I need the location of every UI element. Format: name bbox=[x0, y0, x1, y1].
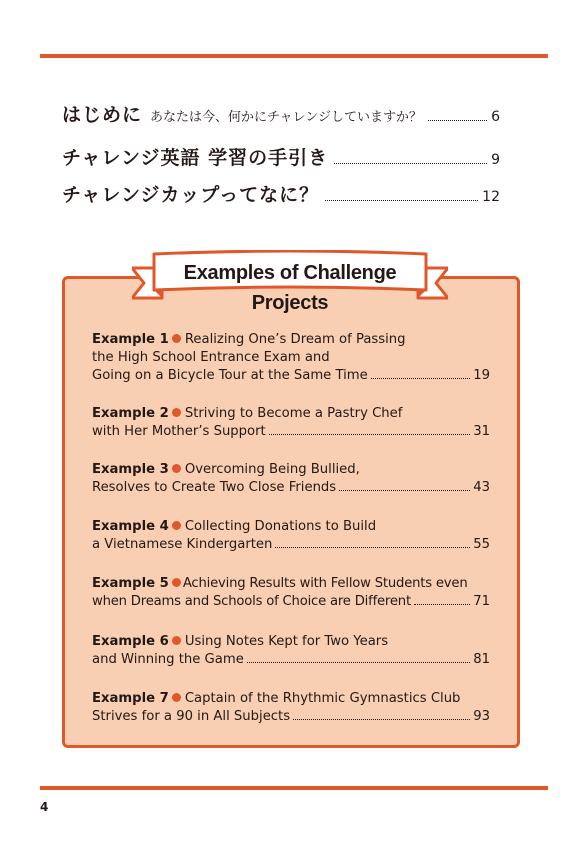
example-label: Example 6 bbox=[92, 634, 169, 649]
leader-dots bbox=[325, 200, 478, 201]
example-page: 43 bbox=[473, 480, 490, 495]
top-rule bbox=[40, 54, 548, 58]
example-entry-4[interactable] bbox=[92, 518, 490, 554]
page-number: 4 bbox=[40, 800, 49, 814]
bullet-dot-icon bbox=[172, 636, 181, 645]
section-title: Examples of Challenge Projects bbox=[183, 262, 397, 314]
bullet-dot-icon bbox=[172, 521, 181, 530]
example-label: Example 3 bbox=[92, 462, 169, 477]
example-text: Strives for a 90 in All Subjects bbox=[92, 709, 291, 724]
example-text: Captain of the Rhythmic Gymnastics Club bbox=[184, 691, 461, 706]
leader-dots bbox=[428, 120, 487, 121]
example-label: Example 2 bbox=[92, 406, 169, 421]
toc-page: 12 bbox=[482, 189, 500, 205]
toc-entry-guide[interactable] bbox=[62, 143, 500, 170]
leader-dots bbox=[269, 434, 471, 435]
toc-title: チャレンジ英語 学習の手引き bbox=[62, 147, 329, 169]
toc-title: はじめに bbox=[62, 104, 143, 126]
leader-dots bbox=[275, 547, 470, 548]
example-text: with Her Mother’s Support bbox=[92, 424, 266, 439]
example-entry-5[interactable] bbox=[92, 575, 490, 611]
example-entry-2[interactable] bbox=[92, 405, 490, 441]
example-page: 93 bbox=[473, 709, 490, 724]
example-entry-3[interactable] bbox=[92, 461, 490, 497]
example-page: 19 bbox=[473, 368, 490, 383]
example-label: Example 4 bbox=[92, 519, 169, 534]
bottom-rule bbox=[40, 786, 548, 790]
example-entry-6[interactable] bbox=[92, 633, 490, 669]
bullet-dot-icon bbox=[172, 578, 181, 587]
toc-entry-intro[interactable] bbox=[62, 100, 500, 127]
bullet-dot-icon bbox=[172, 408, 181, 417]
toc-entry-cup[interactable] bbox=[62, 180, 500, 207]
example-text: Striving to Become a Pastry Chef bbox=[184, 406, 403, 421]
example-text: Realizing One’s Dream of Passing bbox=[184, 332, 406, 347]
example-text: Overcoming Being Bullied, bbox=[184, 462, 360, 477]
example-page: 81 bbox=[473, 652, 490, 667]
example-label: Example 7 bbox=[92, 691, 169, 706]
bullet-dot-icon bbox=[172, 464, 181, 473]
example-page: 55 bbox=[473, 537, 490, 552]
leader-dots bbox=[371, 378, 470, 379]
example-text: Resolves to Create Two Close Friends bbox=[92, 480, 337, 495]
leader-dots bbox=[339, 490, 470, 491]
leader-dots bbox=[414, 604, 470, 605]
example-text: when Dreams and Schools of Choice are Different bbox=[92, 594, 411, 609]
example-page: 71 bbox=[473, 594, 490, 609]
leader-dots bbox=[334, 163, 487, 164]
toc-title: チャレンジカップってなに？ bbox=[62, 184, 320, 206]
example-page: 31 bbox=[473, 424, 490, 439]
example-text: and Winning the Game bbox=[92, 652, 244, 667]
example-text: a Vietnamese Kindergarten bbox=[92, 537, 273, 552]
example-label: Example 5 bbox=[92, 576, 169, 591]
toc-subtitle: あなたは今、何かにチャレンジしていますか？ bbox=[150, 110, 422, 125]
example-text: Using Notes Kept for Two Years bbox=[184, 634, 389, 649]
example-entry-1[interactable] bbox=[92, 331, 490, 385]
bullet-dot-icon bbox=[172, 334, 181, 343]
leader-dots bbox=[293, 719, 470, 720]
bullet-dot-icon bbox=[172, 693, 181, 702]
example-text: the High School Entrance Exam and bbox=[92, 350, 330, 365]
example-entry-7[interactable] bbox=[92, 690, 490, 726]
leader-dots bbox=[247, 662, 470, 663]
example-text: Collecting Donations to Build bbox=[184, 519, 377, 534]
example-text: Going on a Bicycle Tour at the Same Time bbox=[92, 368, 368, 383]
example-text: Achieving Results with Fellow Students even bbox=[182, 576, 468, 591]
toc-page: 9 bbox=[491, 152, 500, 168]
toc-page: 6 bbox=[491, 109, 500, 125]
example-label: Example 1 bbox=[92, 332, 169, 347]
